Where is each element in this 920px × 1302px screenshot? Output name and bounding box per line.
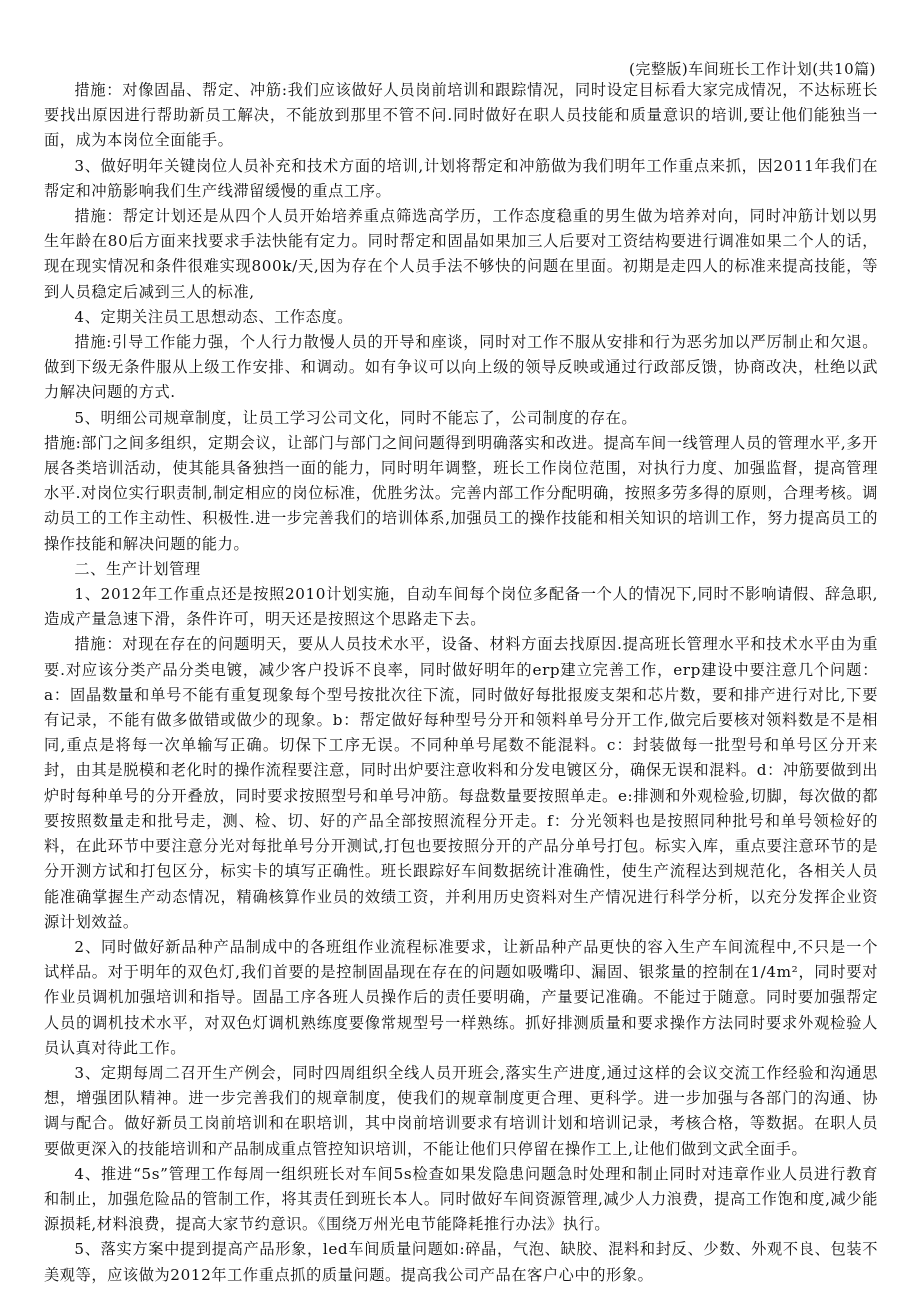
paragraph: 4、定期关注员工思想动态、工作态度。 [74,307,354,326]
paragraph: 5、明细公司规章制度，让员工学习公司文化，同时不能忘了，公司制度的存在。 [74,408,638,427]
paragraph: 措施：对现在存在的问题明天，要从人员技术水平，设备、材料方面去找原因.提高班长管理水平和技术水平由为重要.对应该分类产品分类电镀，减少客户投诉不良率，同时做好明年的erp建立完善工作，erp建设中要注意几个问题：a：固晶数量和单号不能有重复现象每个型号按批次往下流，同时做好每批报废支架和芯片数，要和排产进行对比,下要有记录，不能有做多做错或做少的现象。b：帮定做好每种型号分开和领料单号分开工作,做完后要核对领料数是不是相同,重点是将每一次单输写正确。切保下工序无误。不同种单号尾数不能混料。c：封装做每一批型号和单号区分开来封，由其是脱模和老化时的操作流程要注意，同时出炉要注意收料和分发电镀区分，确保无误和混料。d：冲筋要做到出炉时每种单号的分开叠放，同时要求按照型号和单号冲筋。每盘数量要按照单走。e:排测和外观检验,切脚，每次做的都要按照数量走和批号走，测、检、切、好的产品全部按照流程分开走。f：分光领料也是按照同种批号和单号领检好的料，在此环节中要注意分光对每批单号分开测试,打包也要按照分开的产品分单号打包。标实入库，重点要注意环节的是分开测方试和打包区分，标实卡的填写正确性。班长跟踪好车间数据统计准确性，使生产流程达到规范化，各相关人员能准确掌握生产动态情况，精确核算作业员的效绩工资，并利用历史资料对生产情况进行科学分析，以充分发挥企业资源计划效益。 [44,635,878,931]
paragraph: 1、2012年工作重点还是按照2010计划实施，自动车间每个岗位多配备一个人的情况下,同时不影响请假、辞急职,造成产量急速下滑，条件许可，明天还是按照这个思路走下去。 [44,585,878,629]
paragraph: 5、落实方案中提到提高产品形象，led车间质量问题如:碎晶，气泡、缺胶、混料和封反、少数、外观不良、包装不美观等，应该做为2012年工作重点抓的质量问题。提高我公司产品在客户心中的形象。 [44,1240,878,1284]
paragraph: 2、同时做好新品种产品制成中的各班组作业流程标准要求，让新品种产品更快的容入生产车间流程中,不只是一个试样品。对于明年的双色灯,我们首要的是控制固晶现在存在的问题如吸嘴印、漏固、银浆量的控制在1/4m²，同时要对作业员调机加强培训和指导。固晶工序各班人员操作后的责任要明确，产量要记准确。不能过于随意。同时要加强帮定人员的调机技术水平，对双色灯调机熟练度要像常规型号一样熟练。抓好排测质量和要求操作方法同时要求外观检验人员认真对待此工作。 [44,937,878,1057]
paragraph: 4、推进“5s”管理工作每周一组织班长对车间5s检查如果发隐患问题急时处理和制止同时对违章作业人员进行教育和制止，加强危险品的管制工作，将其责任到班长本人。同时做好车间资源管理,减少人力浪费，提高工作饱和度,减少能源损耗,材料浪费，提高大家节约意识。《围绕万州光电节能降耗推行办法》执行。 [44,1164,878,1234]
paragraph: 措施:部门之间多组织，定期会议，让部门与部门之间问题得到明确落实和改进。提高车间一线管理人员的管理水平,多开展各类培训活动，使其能具备独挡一面的能力，同时明年调整，班长工作岗位范围，对执行力度、加强监督，提高管理水平.对岗位实行职责制,制定相应的岗位标准，优胜劣汰。完善内部工作分配明确，按照多劳多得的原则，合理考核。调动员工的工作主动性、积极性.进一步完善我们的培训体系,加强员工的操作技能和相关知识的培训工作，努力提高员工的操作技能和解决问题的能力。 [44,433,878,553]
document-title: (完整版)车间班长工作计划(共10篇) [629,60,876,78]
paragraph: 措施：帮定计划还是从四个人员开始培养重点筛选高学历，工作态度稳重的男生做为培养对向，同时冲筋计划以男生年龄在80后方面来找要求手法快能有定力。同时帮定和固晶如果加三人后要对工资结构要进行调准如果二个人的话，现在现实情况和条件很难实现800k/天,因为存在个人员手法不够快的问题在里面。初期是走四人的标准来提高技能，等到人员稳定后减到三人的标准, [44,207,878,301]
document-page [44,54,878,1288]
section-heading: 二、生产计划管理 [74,559,201,578]
document-body [44,78,878,1288]
paragraph: 3、做好明年关键岗位人员补充和技术方面的培训,计划将帮定和冲筋做为我们明年工作重点来抓，因2011年我们在帮定和冲筋影响我们生产线滞留缓慢的重点工序。 [44,156,878,200]
paragraph: 措施:引导工作能力强，个人行力散慢人员的开导和座谈，同时对工作不服从安排和行为恶劣加以严厉制止和欠退。做到下级无条件服从上级工作安排、和调动。如有争议可以向上级的领导反映或通过行政部反馈，协商改决，杜绝以武力解决问题的方式. [44,333,878,402]
paragraph: 措施：对像固晶、帮定、冲筋:我们应该做好人员岗前培训和跟踪情况，同时设定目标看大家完成情况，不达标班长要找出原因进行帮助新员工解决，不能放到那里不管不问.同时做好在职人员技能和质量意识的培训,要让他们能独当一面，成为本岗位全面能手。 [44,81,878,150]
paragraph: 3、定期每周二召开生产例会，同时四周组织全线人员开班会,落实生产进度,通过这样的会议交流工作经验和沟通思想，增强团队精神。进一步完善我们的规章制度，使我们的规章制度更合理、更科学。进一步加强与各部门的沟通、协调与配合。做好新员工岗前培训和在职培训，其中岗前培训要求有培训计划和培训记录，考核合格，等数据。在职人员要做更深入的技能培训和产品制成重点管控知识培训，不能让他们只停留在操作工上,让他们做到文武全面手。 [44,1063,878,1158]
